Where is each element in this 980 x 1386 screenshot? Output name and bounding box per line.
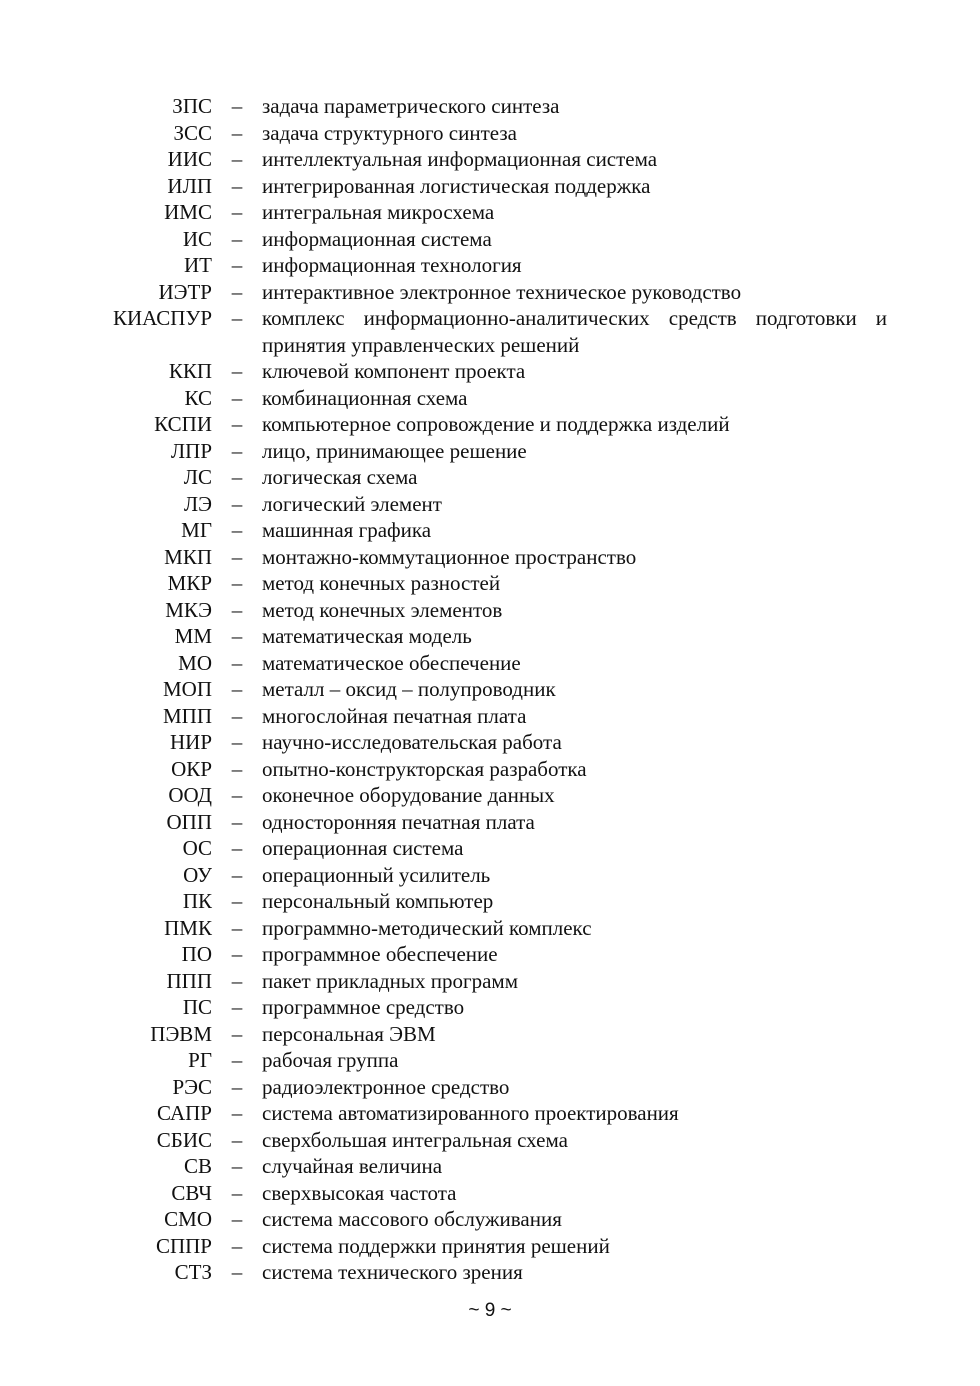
abbreviation: ППП	[166, 968, 212, 993]
abbreviation: ИМС	[164, 200, 212, 224]
dash: –	[231, 862, 243, 887]
abbreviation: ПК	[182, 889, 212, 913]
entry-pk	[0, 888, 980, 915]
entry-mo	[0, 650, 980, 677]
dash: –	[231, 1048, 243, 1072]
dash: –	[231, 1074, 243, 1099]
abbreviation: СМО	[164, 1207, 212, 1231]
definition: металл – оксид – полупроводник	[262, 677, 556, 701]
definition: математическая модель	[262, 624, 472, 648]
dash: –	[231, 968, 243, 993]
definition: система массового обслуживания	[262, 1207, 562, 1231]
definition: пакет прикладных программ	[262, 968, 518, 993]
abbreviation: ККП	[168, 359, 212, 383]
definition: система технического зрения	[262, 1260, 523, 1284]
dash: –	[231, 571, 243, 595]
dash: –	[231, 518, 243, 542]
dash: –	[231, 942, 243, 966]
entry-nir	[0, 729, 980, 756]
dash: –	[231, 226, 243, 251]
definition: сверхвысокая частота	[262, 1180, 457, 1205]
entry-ood	[0, 782, 980, 809]
dash: –	[231, 385, 243, 410]
entry-smo	[0, 1206, 980, 1233]
definition: математическое обеспечение	[262, 650, 521, 675]
dash: –	[231, 677, 243, 701]
abbreviation: ПО	[181, 942, 212, 966]
entry-sbis	[0, 1127, 980, 1154]
entry-pmk	[0, 915, 980, 942]
abbreviation: ММ	[174, 624, 212, 648]
abbreviation: МО	[178, 650, 212, 675]
entry-mke	[0, 597, 980, 624]
abbreviation: МПП	[162, 703, 212, 728]
abbreviation: ЛС	[183, 465, 212, 489]
abbreviation: ПЭВМ	[150, 1021, 212, 1046]
dash: –	[231, 597, 243, 622]
entry-ilp	[0, 173, 980, 200]
dash: –	[231, 359, 243, 383]
definition: информационная система	[262, 226, 492, 251]
entry-po	[0, 941, 980, 968]
entry-le	[0, 491, 980, 518]
abbreviation: ЗПС	[172, 94, 212, 118]
definition: система поддержки принятия решений	[262, 1233, 610, 1258]
dash: –	[231, 915, 243, 940]
entry-opp	[0, 809, 980, 836]
definition: многослойная печатная плата	[262, 703, 527, 728]
abbreviation: ООД	[168, 783, 212, 807]
definition: интерактивное электронное техническое руководство	[262, 279, 742, 304]
definition: рабочая группа	[262, 1048, 399, 1072]
definition: монтажно-коммутационное пространство	[262, 544, 637, 569]
abbreviation: МКЭ	[165, 597, 212, 622]
entry-kspi	[0, 411, 980, 438]
definition: система автоматизированного проектирования	[262, 1101, 679, 1125]
entry-ks	[0, 385, 980, 412]
dash: –	[231, 306, 243, 330]
definition: персональная ЭВМ	[262, 1021, 436, 1046]
abbreviation: РГ	[188, 1048, 212, 1072]
abbreviation: ПС	[182, 995, 212, 1019]
dash: –	[231, 889, 243, 913]
dash: –	[231, 253, 243, 277]
definition: операционная система	[262, 836, 464, 860]
dash: –	[231, 730, 243, 754]
dash: –	[231, 1233, 243, 1258]
entry-mg	[0, 517, 980, 544]
definition: интегрированная логистическая поддержка	[262, 173, 651, 198]
entry-pevm	[0, 1021, 980, 1048]
entry-res	[0, 1074, 980, 1101]
definition: комбинационная схема	[262, 385, 468, 410]
dash: –	[231, 650, 243, 675]
definition: логическая схема	[262, 465, 418, 489]
dash: –	[231, 94, 243, 118]
definition: метод конечных элементов	[262, 597, 503, 622]
definition: сверхбольшая интегральная схема	[262, 1127, 568, 1152]
entry-zps	[0, 93, 980, 120]
dash: –	[231, 173, 243, 198]
dash: –	[231, 1154, 243, 1178]
entry-mkp	[0, 544, 980, 571]
abbreviation: ОПП	[166, 809, 212, 834]
abbreviation: ИТ	[184, 253, 212, 277]
definition: интегральная микросхема	[262, 200, 495, 224]
entry-lpr	[0, 438, 980, 465]
entry-rg	[0, 1047, 980, 1074]
entry-ls	[0, 464, 980, 491]
definition: радиоэлектронное средство	[262, 1074, 510, 1099]
dash: –	[231, 756, 243, 781]
dash: –	[231, 438, 243, 463]
abbreviation: МГ	[181, 518, 212, 542]
entry-zss	[0, 120, 980, 147]
dash: –	[231, 1260, 243, 1284]
definition: информационная технология	[262, 253, 522, 277]
abbreviation-list	[0, 93, 980, 1286]
abbreviation: ИЭТР	[158, 279, 212, 304]
abbreviation: СБИС	[156, 1127, 212, 1152]
definition: операционный усилитель	[262, 862, 491, 887]
abbreviation: СППР	[155, 1233, 212, 1258]
entry-ps	[0, 994, 980, 1021]
definition: научно-исследовательская работа	[262, 730, 562, 754]
entry-stz	[0, 1259, 980, 1286]
abbreviation: ОС	[182, 836, 212, 860]
dash: –	[231, 1021, 243, 1046]
entry-os	[0, 835, 980, 862]
entry-is	[0, 226, 980, 253]
entry-mkr	[0, 570, 980, 597]
entry-ims	[0, 199, 980, 226]
dash: –	[231, 783, 243, 807]
abbreviation: СТЗ	[174, 1260, 212, 1284]
dash: –	[231, 120, 243, 145]
abbreviation: ПМК	[164, 915, 212, 940]
abbreviation: ОУ	[183, 862, 212, 887]
definition: опытно-конструкторская разработка	[262, 756, 587, 781]
entry-kiaspur	[0, 305, 980, 358]
definition: комплекс информационно-аналитических средств подготовки и принятия управленческих решений	[262, 306, 887, 357]
definition: программно-методический комплекс	[262, 915, 592, 940]
dash: –	[231, 809, 243, 834]
abbreviation: СВЧ	[171, 1180, 212, 1205]
abbreviation: МКР	[167, 571, 212, 595]
dash: –	[231, 412, 243, 436]
dash: –	[231, 491, 243, 516]
abbreviation: СВ	[183, 1154, 212, 1178]
abbreviation: КСПИ	[154, 412, 212, 436]
abbreviation: НИР	[169, 730, 212, 754]
entry-it	[0, 252, 980, 279]
entry-svch	[0, 1180, 980, 1207]
definition: интеллектуальная информационная система	[262, 147, 658, 171]
definition: задача параметрического синтеза	[262, 94, 560, 118]
abbreviation: МОП	[162, 677, 212, 701]
abbreviation: ЗСС	[173, 120, 212, 145]
definition: компьютерное сопровождение и поддержка изделий	[262, 412, 730, 436]
dash: –	[231, 624, 243, 648]
abbreviation: ИИС	[167, 147, 212, 171]
definition: случайная величина	[262, 1154, 443, 1178]
dash: –	[231, 544, 243, 569]
definition: односторонняя печатная плата	[262, 809, 535, 834]
dash: –	[231, 1127, 243, 1152]
entry-mpp	[0, 703, 980, 730]
abbreviation: ЛЭ	[183, 491, 212, 516]
entry-sapr	[0, 1100, 980, 1127]
dash: –	[231, 200, 243, 224]
entry-sv	[0, 1153, 980, 1180]
definition: оконечное оборудование данных	[262, 783, 555, 807]
entry-sppr	[0, 1233, 980, 1260]
dash: –	[231, 836, 243, 860]
dash: –	[231, 1180, 243, 1205]
abbreviation: КИАСПУР	[112, 306, 212, 330]
abbreviation: ИС	[182, 226, 212, 251]
definition: программное обеспечение	[262, 942, 498, 966]
definition: ключевой компонент проекта	[262, 359, 526, 383]
abbreviation: ОКР	[171, 756, 212, 781]
entry-okr	[0, 756, 980, 783]
abbreviation: КС	[184, 385, 212, 410]
definition: логический элемент	[262, 491, 442, 516]
entry-ou	[0, 862, 980, 889]
definition: задача структурного синтеза	[262, 120, 517, 145]
dash: –	[231, 147, 243, 171]
entry-mm	[0, 623, 980, 650]
definition: метод конечных разностей	[262, 571, 501, 595]
dash: –	[231, 465, 243, 489]
definition: машинная графика	[262, 518, 432, 542]
abbreviation: ИЛП	[167, 173, 212, 198]
entry-iis	[0, 146, 980, 173]
abbreviation: РЭС	[172, 1074, 212, 1099]
entry-ppp	[0, 968, 980, 995]
definition: персональный компьютер	[262, 889, 494, 913]
dash: –	[231, 279, 243, 304]
abbreviation: ЛПР	[170, 438, 212, 463]
dash: –	[231, 1207, 243, 1231]
page-number: ~ 9 ~	[468, 1300, 512, 1321]
definition: программное средство	[262, 995, 465, 1019]
entry-mop	[0, 676, 980, 703]
dash: –	[231, 703, 243, 728]
dash: –	[231, 995, 243, 1019]
entry-kkp	[0, 358, 980, 385]
definition: лицо, принимающее решение	[262, 438, 527, 463]
entry-ietr	[0, 279, 980, 306]
dash: –	[231, 1101, 243, 1125]
abbreviation: МКП	[164, 544, 212, 569]
abbreviation: САПР	[157, 1101, 212, 1125]
